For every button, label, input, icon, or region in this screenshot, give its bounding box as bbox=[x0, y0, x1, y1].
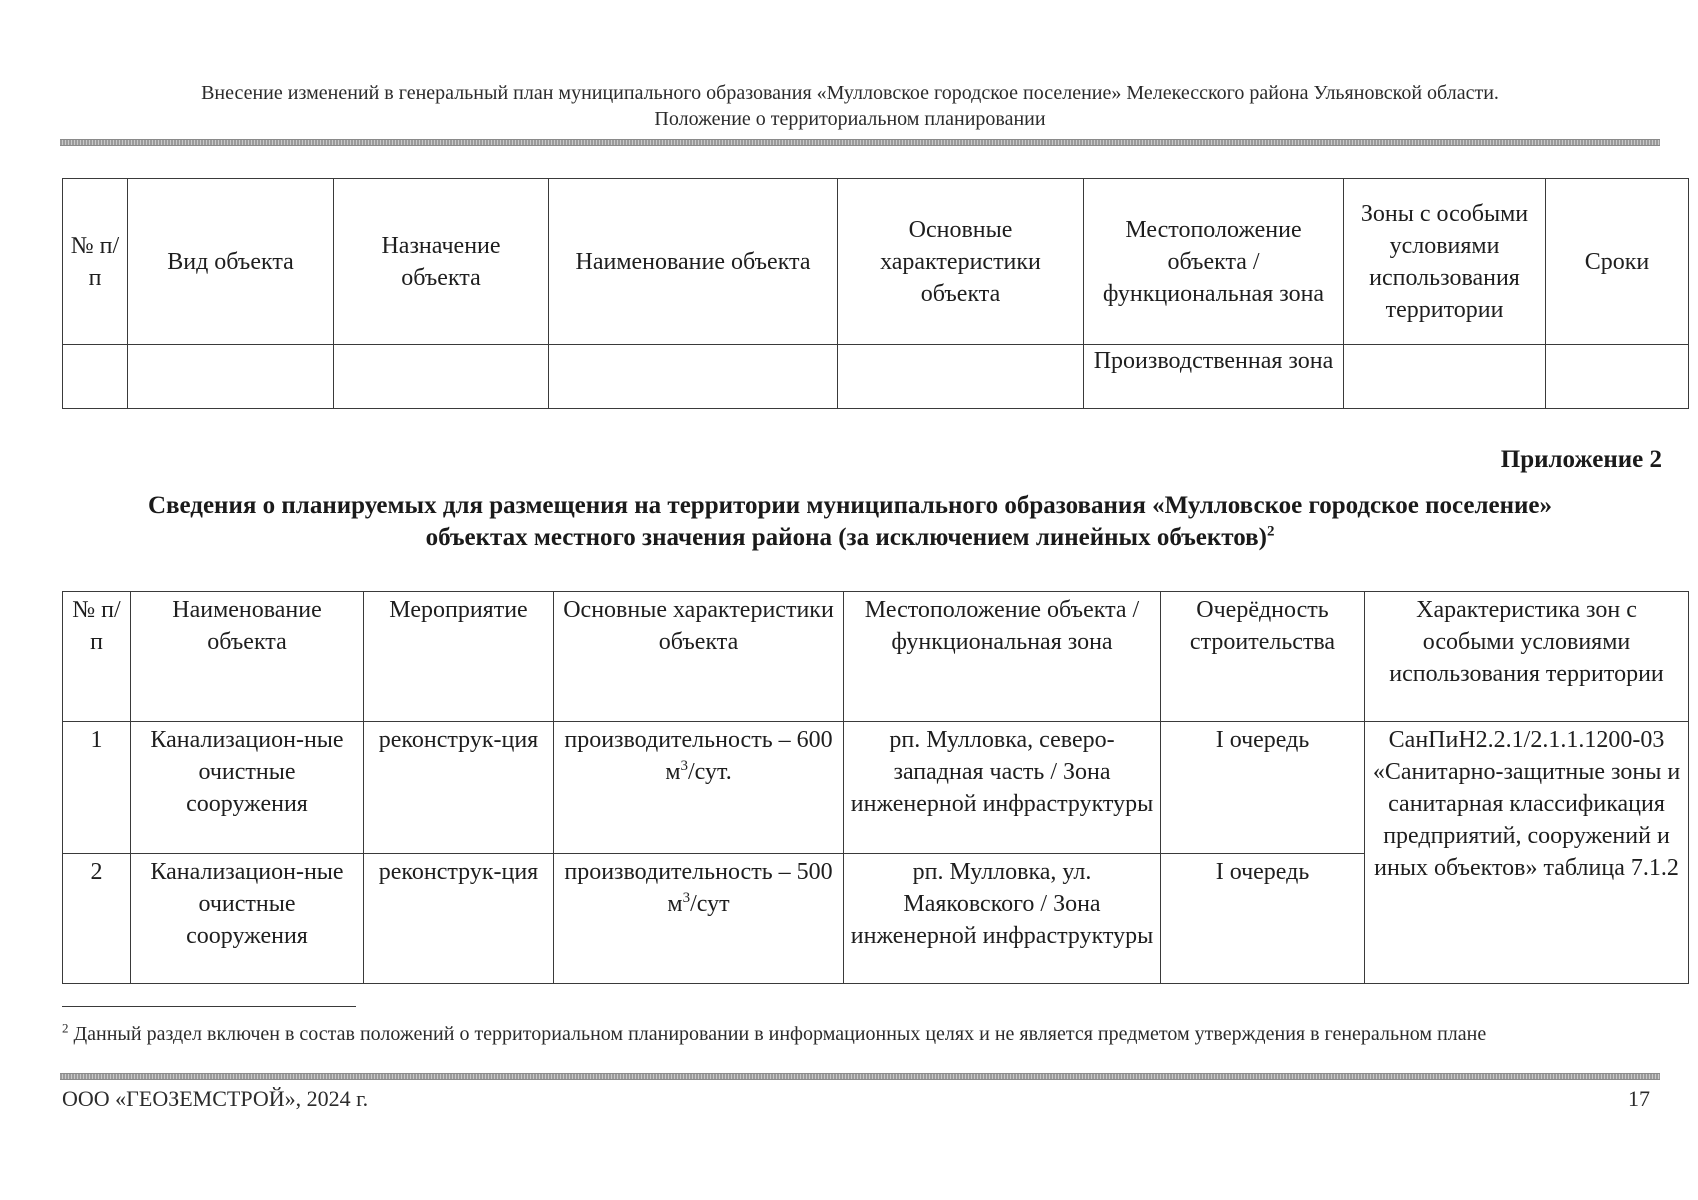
footnote-text: Данный раздел включен в состав положений о территориальном планировании в информационных целях и не является предметом утверждения в генеральном плане bbox=[73, 1023, 1487, 1045]
page-number: 17 bbox=[1628, 1086, 1650, 1111]
appendix-title-text: Сведения о планируемых для размещения на территории муниципального образования «Мулловское городское поселение» объектах местного значения района (за исключением линейных объектов) bbox=[147, 492, 1553, 551]
objects-table-continued bbox=[62, 178, 1689, 409]
t1-cell-zones bbox=[1344, 345, 1546, 409]
t1-cell-location: Производственная зона bbox=[1084, 345, 1344, 409]
t2-cell-characteristics bbox=[554, 722, 844, 854]
t1-header-location: Местоположение объекта / функциональная зона bbox=[1084, 179, 1344, 345]
t2-char-unit: /сут. bbox=[688, 759, 732, 785]
t2-cell-action: реконструк-ция bbox=[364, 854, 554, 984]
t2-cell-name: Канализацион-ные очистные сооружения bbox=[131, 722, 364, 854]
footer-company: ООО «ГЕОЗЕМСТРОЙ», 2024 г. bbox=[62, 1086, 369, 1111]
planned-objects-table bbox=[62, 591, 1689, 984]
t2-cell-zones: СанПиН2.2.1/2.1.1.1200-03 «Санитарно-защитные зоны и санитарная классификация предприятий, сооружений и иных объектов» таблица 7.1.2 bbox=[1365, 722, 1689, 984]
t1-cell-characteristics bbox=[838, 345, 1084, 409]
t2-char-text: производительность – 500 м bbox=[564, 859, 833, 917]
t2-header-num: № п/п bbox=[63, 592, 131, 722]
t2-char-text: производительность – 600 м bbox=[564, 727, 833, 785]
table-row bbox=[63, 345, 1689, 409]
t1-header-characteristics: Основные характеристики объекта bbox=[838, 179, 1084, 345]
t2-cell-num: 2 bbox=[63, 854, 131, 984]
footnote-mark: 2 bbox=[62, 1020, 69, 1036]
appendix-label: Приложение 2 bbox=[1500, 446, 1662, 473]
t2-header-name: Наименование объекта bbox=[131, 592, 364, 722]
t2-header-location: Местоположение объекта / функциональная зона bbox=[844, 592, 1161, 722]
t2-cell-location: рп. Мулловка, северо-западная часть / Зона инженерной инфраструктуры bbox=[844, 722, 1161, 854]
header-line-1: Внесение изменений в генеральный план муниципального образования «Мулловское городское поселение» Мелекесского района Ульяновской области. bbox=[201, 82, 1499, 104]
t2-header-characteristics: Основные характеристики объекта bbox=[554, 592, 844, 722]
t2-header-queue: Очерёдность строительства bbox=[1161, 592, 1365, 722]
table1-header-row bbox=[63, 179, 1689, 345]
t2-cell-location: рп. Мулловка, ул. Маяковского / Зона инженерной инфраструктуры bbox=[844, 854, 1161, 984]
t1-cell-terms bbox=[1546, 345, 1689, 409]
table2-header-row bbox=[63, 592, 1689, 722]
t2-cell-characteristics bbox=[554, 854, 844, 984]
t2-header-zones: Характеристика зон с особыми условиями использования территории bbox=[1365, 592, 1689, 722]
t1-cell-num bbox=[63, 345, 128, 409]
t2-cell-action: реконструк-ция bbox=[364, 722, 554, 854]
t2-char-unit: /сут bbox=[690, 891, 730, 917]
footnote-separator bbox=[62, 1006, 356, 1007]
t2-char-sup: 3 bbox=[680, 758, 688, 774]
t1-header-name: Наименование объекта bbox=[549, 179, 838, 345]
t1-header-terms: Сроки bbox=[1546, 179, 1689, 345]
t1-header-num: № п/п bbox=[63, 179, 128, 345]
t2-cell-num: 1 bbox=[63, 722, 131, 854]
table-row bbox=[63, 722, 1689, 854]
t1-header-purpose: Назначение объекта bbox=[334, 179, 549, 345]
footer-rule bbox=[60, 1073, 1660, 1080]
header-rule bbox=[60, 139, 1660, 146]
t2-char-sup: 3 bbox=[682, 890, 691, 906]
t2-cell-queue: I очередь bbox=[1161, 722, 1365, 854]
t2-header-action: Мероприятие bbox=[364, 592, 554, 722]
header-line-2: Положение о территориальном планировании bbox=[654, 108, 1046, 130]
t2-cell-name: Канализацион-ные очистные сооружения bbox=[131, 854, 364, 984]
footnote bbox=[62, 1022, 1622, 1047]
t1-cell-type bbox=[128, 345, 334, 409]
appendix-title bbox=[110, 490, 1590, 554]
t1-header-zones: Зоны с особыми условиями использования территории bbox=[1344, 179, 1546, 345]
t2-cell-queue: I очередь bbox=[1161, 854, 1365, 984]
t1-cell-purpose bbox=[334, 345, 549, 409]
footnote-ref: 2 bbox=[1266, 523, 1275, 540]
t1-cell-name bbox=[549, 345, 838, 409]
t1-header-type: Вид объекта bbox=[128, 179, 334, 345]
page-header bbox=[40, 80, 1660, 132]
